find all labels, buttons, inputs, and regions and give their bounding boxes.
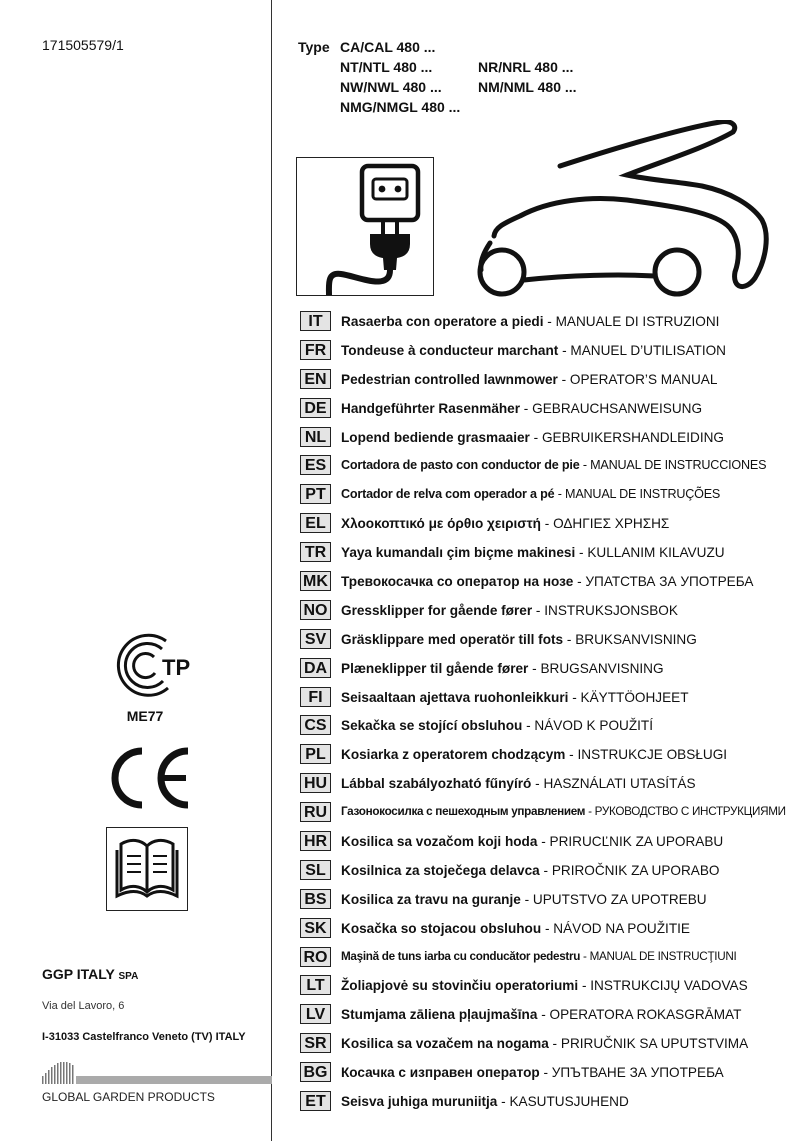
manual-title: ΟΔΗΓΙΕΣ ΧΡΗΣΗΣ [553,516,670,532]
language-code-badge: RO [300,947,331,967]
divider-line [271,0,272,1141]
product-name: Rasaerba con operatore a piedi [341,314,544,329]
manual-title: УПАТСТВА ЗА УПОТРЕБА [585,574,754,590]
product-name: Kosačka so stojacou obsluhou [341,920,542,936]
manual-title: BRUKSANVISNING [575,631,697,647]
manual-title: OPERATORA ROKASGRĀMAT [549,1007,742,1023]
language-code-badge: IT [300,311,331,331]
language-code-badge: ES [300,455,331,475]
language-code-badge: BS [300,889,331,909]
language-code-badge: FR [300,340,331,360]
company-address-street: Via del Lavoro, 6 [42,1000,125,1012]
product-name: Cortadora de pasto con conductor de pie [341,458,580,473]
company-name [42,966,138,982]
manual-title: MANUALE DI ISTRUZIONI [555,314,720,329]
language-code-badge: FI [300,687,331,707]
product-name: Yaya kumandalı çim biçme makinesi [341,545,580,561]
manual-title: GEBRAUCHSANWEISUNG [532,400,703,416]
product-name: Gressklipper for gående fører [341,602,533,618]
product-name: Cortador de relva com operador a pé [341,487,555,502]
model-name: NMG/NMGL 480 ... [340,99,461,115]
manual-title: MANUEL D’UTILISATION [570,342,726,358]
language-code-badge: CS [300,715,331,735]
ggp-logo-icon [42,1062,272,1084]
manual-title: INSTRUKSJONSBOK [544,602,678,618]
open-book-icon [107,828,187,910]
language-code-badge: LT [300,975,331,995]
manual-title: РУКОВОДСТВО С ИНСТРУКЦИЯМИ [594,805,786,819]
language-code-badge: SV [300,629,331,649]
certification-code: ME77 [126,708,164,724]
product-name: Χλοοκοπτικό με όρθιο χειριστή [341,516,541,532]
product-name: Kosiarka z operatorem chodzącym [341,747,566,763]
manual-title: BRUGSANVISNING [540,660,664,676]
language-code-badge: ET [300,1091,331,1111]
product-name: Газонокосилка с пешеходным управлением [341,805,586,819]
product-name: Tondeuse à conducteur marchant [341,342,559,358]
language-code-badge: PL [300,744,331,764]
ce-mark-icon [104,745,192,811]
lawnmower-outline-icon [440,120,770,305]
manual-title: MANUAL DE INSTRUÇÕES [565,487,721,502]
model-name: NT/NTL 480 ... [340,59,433,75]
product-name: Pedestrian controlled lawnmower [341,371,558,387]
read-manual-pictogram [106,827,188,911]
language-code-badge: TR [300,542,331,562]
language-code-badge: EN [300,369,331,389]
product-name: Lopend bediende grasmaaier [341,429,530,445]
company-address-city: I-31033 Castelfranco Veneto (TV) ITALY [42,1031,246,1043]
product-name: Kosilnica za stoječega delavca [341,862,540,878]
type-label: Type [298,39,330,55]
product-name: Kosilica za travu na guranje [341,891,521,907]
manual-title: УПЪТВАНЕ ЗА УПОТРЕБА [551,1065,724,1081]
product-name: Kosilica sa vozačom koji hoda [341,834,538,850]
model-name: NM/NML 480 ... [478,79,577,95]
manual-title: UPUTSTVO ZA UPOTREBU [532,891,707,907]
brand-name: GLOBAL GARDEN PRODUCTS [42,1090,215,1104]
certification-mark-text: TP [162,655,191,680]
product-name: Žoliapjovė su stovinčiu operatoriumi [341,978,579,994]
manual-title: KULLANIM KILAVUZU [587,545,725,561]
manual-title: KASUTUSJUHEND [509,1094,629,1110]
product-name: Handgeführter Rasenmäher [341,400,521,416]
language-code-badge: RU [300,802,331,822]
language-code-badge: NL [300,427,331,447]
manual-title: HASZNÁLATI UTASÍTÁS [543,776,696,792]
product-name: Stumjama zāliena pļaujmašīna [341,1007,538,1023]
language-code-badge: SK [300,918,331,938]
manual-title: KÄYTTÖOHJEET [580,689,689,705]
product-name: Plæneklipper til gående fører [341,660,529,676]
product-name: Seisaaltaan ajettava ruohonleikkuri [341,689,569,705]
company-name-text: GGP ITALY [42,966,115,982]
language-code-badge: EL [300,513,331,533]
product-name: Kosilica sa vozačem na nogama [341,1036,549,1052]
manual-title: OPERATOR’S MANUAL [569,371,718,387]
document-number: 171505579/1 [42,37,124,53]
manual-title: INSTRUKCJE OBSŁUGI [577,747,728,763]
plug-socket-icon [297,158,433,295]
manual-title: MANUAL DE INSTRUCCIONES [590,458,767,473]
manual-title: PRIRUČNIK SA UPUTSTVIMA [560,1036,749,1052]
language-code-badge: BG [300,1062,331,1082]
language-code-badge: PT [300,484,331,504]
manual-title: MANUAL DE INSTRUCŢIUNI [589,949,737,963]
manual-title: INSTRUKCIJŲ VADOVAS [590,978,748,994]
language-code-badge: SL [300,860,331,880]
product-name: Тревокосачка со оператор на нозе [341,574,574,590]
product-name: Seisva juhiga muruniitja [341,1094,498,1110]
language-code-badge: DA [300,658,331,678]
company-suffix: SPA [118,971,139,982]
language-code-badge: SR [300,1033,331,1053]
model-name: CA/CAL 480 ... [340,39,436,55]
product-name: Lábbal szabályozható fűnyíró [341,776,532,792]
language-code-badge: MK [300,571,331,591]
language-code-badge: DE [300,398,331,418]
language-code-badge: LV [300,1004,331,1024]
manual-title: GEBRUIKERSHANDLEIDING [541,429,724,445]
product-name: Косачка с изправен оператор [341,1065,540,1081]
language-code-badge: HR [300,831,331,851]
language-code-badge: HU [300,773,331,793]
model-name: NW/NWL 480 ... [340,79,442,95]
manual-title: NÁVOD K POUŽITÍ [534,718,654,734]
product-name: Sekačka se stojící obsluhou [341,718,523,734]
manual-title: PRIRUCĽNIK ZA UPORABU [549,834,724,850]
electric-plug-pictogram [296,157,434,296]
product-name: Maşină de tuns iarba cu conducător pedestru [341,949,581,963]
model-name: NR/NRL 480 ... [478,59,574,75]
product-name: Gräsklippare med operatör till fots [341,631,564,647]
language-code-badge: NO [300,600,331,620]
manual-title: PRIROČNIK ZA UPORABO [551,862,720,878]
gost-certification-mark-icon [106,628,194,704]
manual-title: NÁVOD NA POUŽITIE [553,920,690,936]
